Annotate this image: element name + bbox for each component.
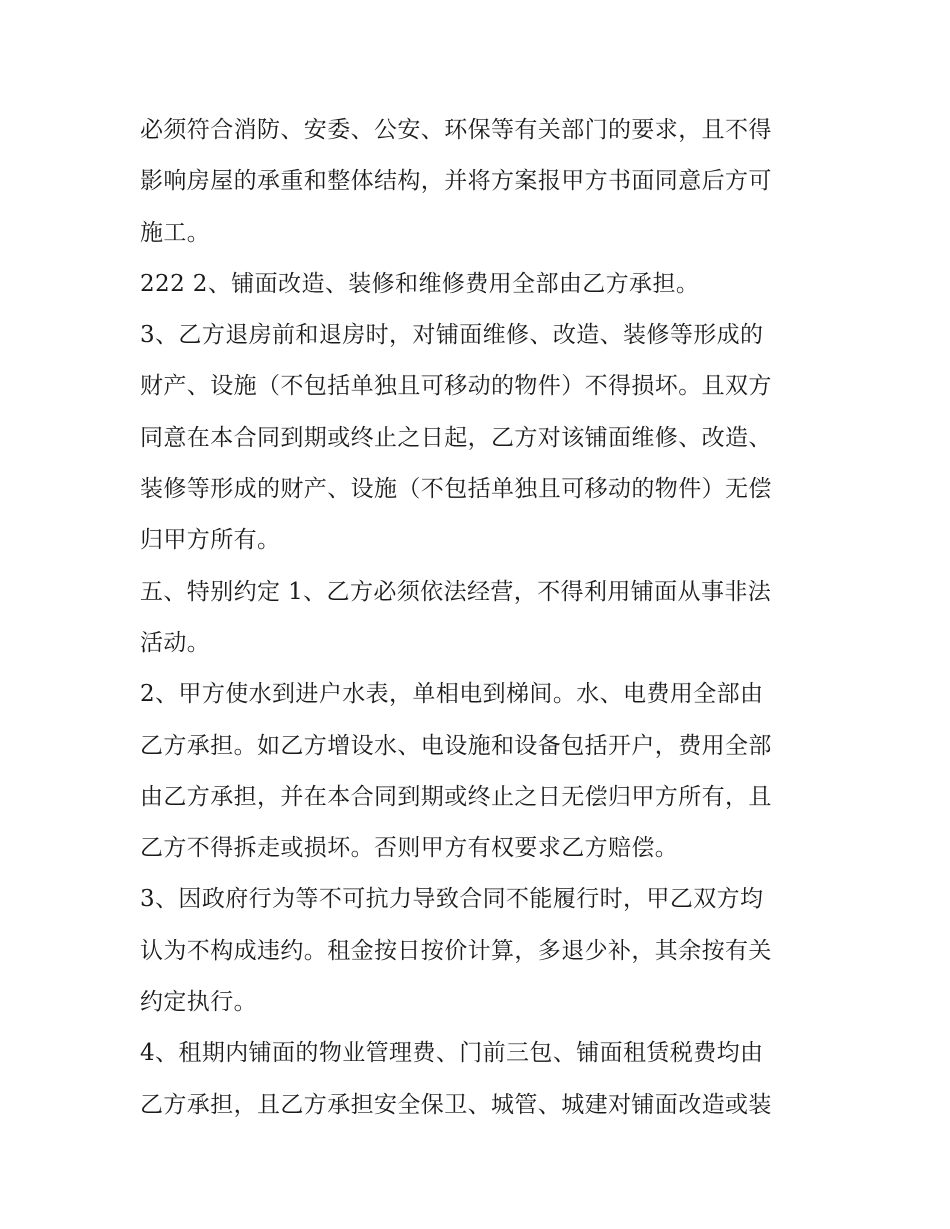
text-line: 认为不构成违约。租金按日按价计算，多退少补，其余按有关 [140,937,772,964]
text-line: 由乙方承担，并在本合同到期或终止之日无偿归甲方所有，且 [140,783,772,810]
text-line: 归甲方所有。 [140,527,281,554]
text-line: 4、租期内铺面的物业管理费、门前三包、铺面租赁税费均由 [140,1040,764,1067]
text-line: 3、乙方退房前和退房时，对铺面维修、改造、装修等形成的 [140,322,764,349]
text-line: 3、因政府行为等不可抗力导致合同不能履行时，甲乙双方均 [140,886,764,913]
text-line: 2、甲方使水到进户水表，单相电到梯间。水、电费用全部由 [140,681,764,708]
text-line: 约定执行。 [140,989,257,1016]
text-line: 施工。 [140,219,211,246]
text-line: 222 2、铺面改造、装修和维修费用全部由乙方承担。 [140,270,700,297]
text-line: 乙方承担，且乙方承担安全保卫、城管、城建对铺面改造或装 [140,1091,772,1118]
text-line: 同意在本合同到期或终止之日起，乙方对该铺面维修、改造、 [140,424,772,451]
text-line: 财产、设施（不包括单独且可移动的物件）不得损坏。且双方 [140,373,772,400]
text-line: 装修等形成的财产、设施（不包括单独且可移动的物件）无偿 [140,476,772,503]
text-line: 影响房屋的承重和整体结构，并将方案报甲方书面同意后方可 [140,168,772,195]
text-line: 必须符合消防、安委、公安、环保等有关部门的要求，且不得 [140,117,772,143]
text-line: 五、特别约定 1、乙方必须依法经营，不得利用铺面从事非法 [140,578,772,605]
text-line: 活动。 [140,629,211,656]
text-line: 乙方承担。如乙方增设水、电设施和设备包括开户，费用全部 [140,732,772,759]
text-line: 乙方不得拆走或损坏。否则甲方有权要求乙方赔偿。 [140,835,679,862]
document-body [140,105,820,1131]
